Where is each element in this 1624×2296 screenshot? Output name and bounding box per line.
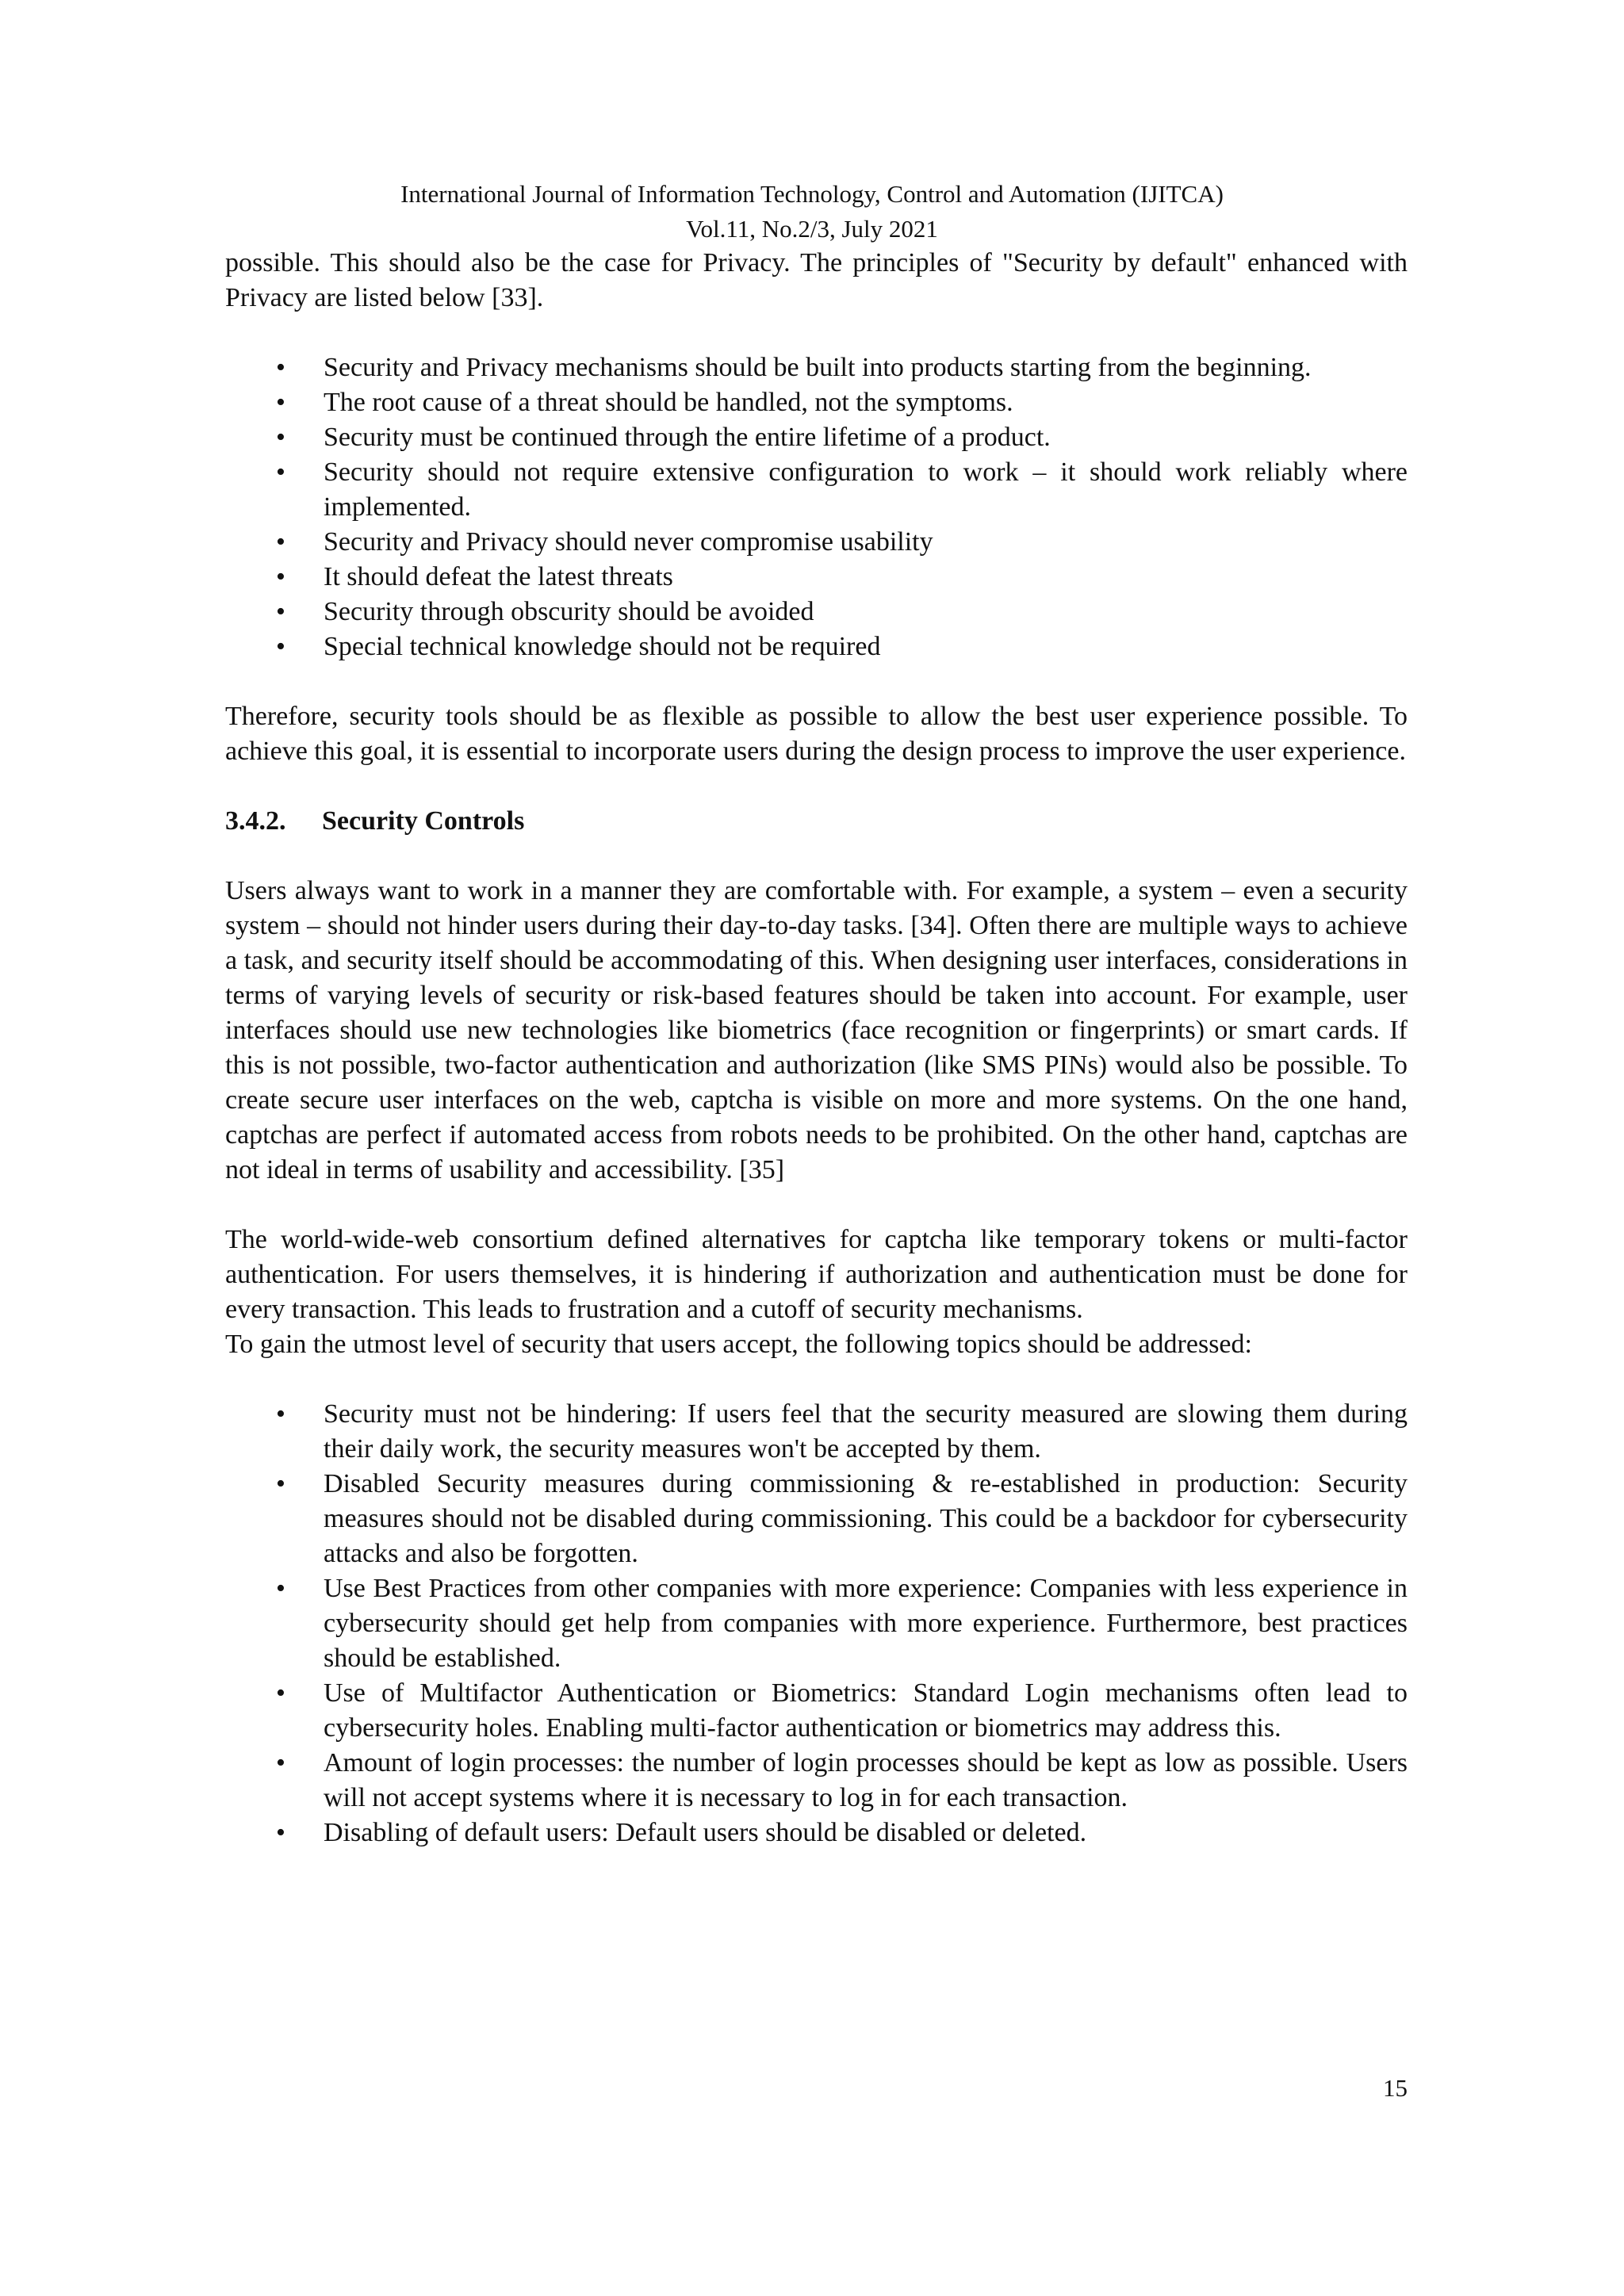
page-body — [225, 246, 1408, 1850]
list-item — [225, 560, 1408, 595]
therefore-paragraph: Therefore, security tools should be as flexible as possible to allow the best user experience possible. To achieve this goal, it is essential to incorporate users during the design process to improve the user experience. — [225, 702, 1408, 766]
list-item-text: Security should not require extensive configuration to work – it should work reliably where implemented. — [324, 457, 1408, 522]
list-item — [225, 1816, 1408, 1850]
bullet-icon: • — [276, 353, 285, 382]
running-header — [0, 177, 1624, 247]
list-item — [225, 420, 1408, 455]
list-item-text: The root cause of a threat should be handled, not the symptoms. — [324, 388, 1013, 417]
list-item-text: Disabling of default users: Default users should be disabled or deleted. — [324, 1818, 1087, 1847]
bullet-icon: • — [276, 423, 285, 452]
section-number: 3.4.2. — [225, 806, 286, 836]
bullet-icon: • — [276, 1748, 285, 1777]
journal-volume: Vol.11, No.2/3, July 2021 — [686, 215, 938, 243]
list-item-text: It should defeat the latest threats — [324, 562, 673, 591]
list-item — [225, 525, 1408, 560]
list-item-text: Use Best Practices from other companies with more experience: Companies with less experience in cybersecurity should get help from companies with more experience. Furthermore, best practices should be established. — [324, 1574, 1408, 1673]
bullet-icon: • — [276, 388, 285, 417]
intro-paragraph: possible. This should also be the case for Privacy. The principles of "Security by default" enhanced with Privacy are listed below [33]. — [225, 248, 1408, 312]
list-item-text: Security and Privacy mechanisms should be built into products starting from the beginning. — [324, 353, 1312, 382]
bullet-icon: • — [276, 1678, 285, 1708]
list-item — [225, 595, 1408, 629]
list-item — [225, 455, 1408, 525]
bullet-icon: • — [276, 1399, 285, 1429]
page-number: 15 — [1383, 2074, 1408, 2102]
bullet-icon: • — [276, 527, 285, 557]
list-item — [225, 1467, 1408, 1571]
list-item — [225, 1571, 1408, 1676]
list-item — [225, 1676, 1408, 1746]
list-item — [225, 1746, 1408, 1816]
list-item-text: Amount of login processes: the number of login processes should be kept as low as possible. Users will not accept systems where it is necessary to log in for each transaction. — [324, 1748, 1408, 1812]
journal-title: International Journal of Information Technology, Control and Automation (IJITCA) — [400, 180, 1224, 208]
list-item-text: Disabled Security measures during commissioning & re-established in production: Security measures should not be disabled during commissioning. This could be a backdoor for cybersecurity attacks and also be forgotten. — [324, 1469, 1408, 1568]
list-item-text: Special technical knowledge should not be required — [324, 632, 881, 661]
section-heading — [225, 804, 1408, 839]
list-item-text: Security and Privacy should never compromise usability — [324, 527, 933, 557]
bullet-icon: • — [276, 632, 285, 661]
list-item — [225, 1397, 1408, 1467]
bullet-icon: • — [276, 457, 285, 487]
list-item — [225, 350, 1408, 385]
bullet-icon: • — [276, 597, 285, 626]
list-item-text: Security must not be hindering: If users feel that the security measured are slowing them during their daily work, the security measures won't be accepted by them. — [324, 1399, 1408, 1464]
body-paragraph: The world-wide-web consortium defined alternatives for captcha like temporary tokens or multi-factor authentication. For users themselves, it is hindering if authorization and authentication must be done for every transaction. This leads to frustration and a cutoff of security mechanisms. — [225, 1225, 1408, 1324]
topics-list — [225, 1397, 1408, 1850]
list-item-text: Use of Multifactor Authentication or Biometrics: Standard Login mechanisms often lead to cybersecurity holes. Enabling multi-factor authentication or biometrics may address this. — [324, 1678, 1408, 1743]
bullet-icon: • — [276, 1818, 285, 1847]
bullet-icon: • — [276, 562, 285, 591]
list-item-text: Security through obscurity should be avoided — [324, 597, 814, 626]
list-item — [225, 385, 1408, 420]
section-title: Security Controls — [322, 806, 525, 836]
list-item — [225, 629, 1408, 664]
bullet-icon: • — [276, 1469, 285, 1498]
principles-list — [225, 350, 1408, 664]
bullet-icon: • — [276, 1574, 285, 1603]
body-paragraph: Users always want to work in a manner they are comfortable with. For example, a system – even a security system – should not hinder users during their day-to-day tasks. [34]. Often there are multiple ways to achieve a task, and security itself should be accommodating of this. When designing user interfaces, considerations in terms of varying levels of security or risk-based features should be taken into account. For example, user interfaces should use new technologies like biometrics (face recognition or fingerprints) or smart cards. If this is not possible, two-factor authentication and authorization (like SMS PINs) would also be possible. To create secure user interfaces on the web, captcha is visible on more and more systems. On the one hand, captchas are perfect if automated access from robots needs to be prohibited. On the other hand, captchas are not ideal in terms of usability and accessibility. [35] — [225, 876, 1408, 1184]
body-paragraph: To gain the utmost level of security that users accept, the following topics should be addressed: — [225, 1330, 1252, 1359]
list-item-text: Security must be continued through the entire lifetime of a product. — [324, 423, 1051, 452]
